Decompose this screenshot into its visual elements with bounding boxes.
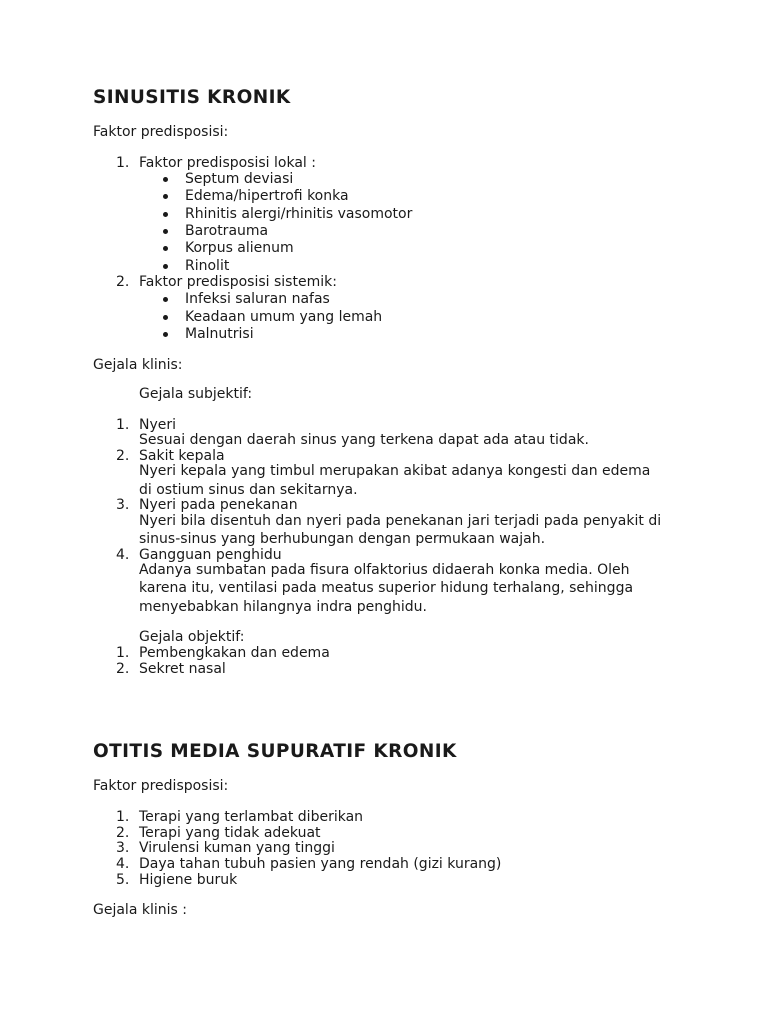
- objektif-item: Pembengkakan dan edema: [139, 645, 330, 661]
- list-item: Terapi yang terlambat diberikan: [139, 809, 364, 825]
- symptom-title: Gangguan penghidu: [139, 547, 282, 563]
- symptom-desc: Adanya sumbatan pada fisura olfaktorius didaerah konka media. Oleh: [139, 562, 630, 578]
- symptom-title: Nyeri pada penekanan: [139, 497, 298, 513]
- faktor-label: Faktor predisposisi:: [93, 124, 229, 140]
- bullet-item: Infeksi saluran nafas: [185, 291, 330, 307]
- list-number: 2.: [116, 448, 130, 464]
- symptom-desc: karena itu, ventilasi pada meatus superior hidung terhalang, sehingga: [139, 580, 634, 596]
- objektif-item: Sekret nasal: [139, 661, 226, 677]
- objektif-label: Gejala objektif:: [139, 629, 245, 645]
- sistemik-label: Faktor predisposisi sistemik:: [139, 274, 337, 290]
- bullet-item: Edema/hipertrofi konka: [185, 188, 349, 204]
- list-number: 5.: [116, 872, 130, 888]
- bullet-item: Rhinitis alergi/rhinitis vasomotor: [185, 206, 413, 222]
- symptom-desc: Sesuai dengan daerah sinus yang terkena dapat ada atau tidak.: [139, 432, 589, 448]
- subjektif-label: Gejala subjektif:: [139, 386, 253, 402]
- section-title-omsk: OTITIS MEDIA SUPURATIF KRONIK: [93, 741, 457, 762]
- list-number: 1.: [116, 155, 130, 171]
- bullet-item: Septum deviasi: [185, 171, 294, 187]
- list-item: Daya tahan tubuh pasien yang rendah (gizi kurang): [139, 856, 502, 872]
- list-number: 1.: [116, 645, 130, 661]
- list-number: 4.: [116, 856, 130, 872]
- list-number: 2.: [116, 825, 130, 841]
- bullet-item: Barotrauma: [185, 223, 269, 239]
- list-number: 3.: [116, 840, 130, 856]
- list-number: 1.: [116, 809, 130, 825]
- list-number: 4.: [116, 547, 130, 563]
- gejala-label: Gejala klinis :: [93, 902, 187, 918]
- symptom-desc: sinus-sinus yang berhubungan dengan permukaan wajah.: [139, 531, 546, 547]
- list-number: 3.: [116, 497, 130, 513]
- bullet-item: Rinolit: [185, 258, 230, 274]
- lokal-label: Faktor predisposisi lokal :: [139, 155, 316, 171]
- bullet-item: Korpus alienum: [185, 240, 294, 256]
- bullet-item: Malnutrisi: [185, 326, 254, 342]
- list-number: 1.: [116, 417, 130, 433]
- symptom-title: Nyeri: [139, 417, 177, 433]
- list-item: Higiene buruk: [139, 872, 238, 888]
- symptom-title: Sakit kepala: [139, 448, 225, 464]
- gejala-label: Gejala klinis:: [93, 357, 183, 373]
- faktor-label: Faktor predisposisi:: [93, 778, 229, 794]
- symptom-desc: di ostium sinus dan sekitarnya.: [139, 482, 358, 498]
- symptom-desc: Nyeri kepala yang timbul merupakan akibat adanya kongesti dan edema: [139, 463, 651, 479]
- symptom-desc: Nyeri bila disentuh dan nyeri pada penekanan jari terjadi pada penyakit di: [139, 513, 662, 529]
- list-item: Terapi yang tidak adekuat: [139, 825, 321, 841]
- list-number: 2.: [116, 274, 130, 290]
- section-title-sinusitis: SINUSITIS KRONIK: [93, 87, 291, 108]
- bullet-item: Keadaan umum yang lemah: [185, 309, 383, 325]
- symptom-desc: menyebabkan hilangnya indra penghidu.: [139, 599, 427, 615]
- list-number: 2.: [116, 661, 130, 677]
- list-item: Virulensi kuman yang tinggi: [139, 840, 335, 856]
